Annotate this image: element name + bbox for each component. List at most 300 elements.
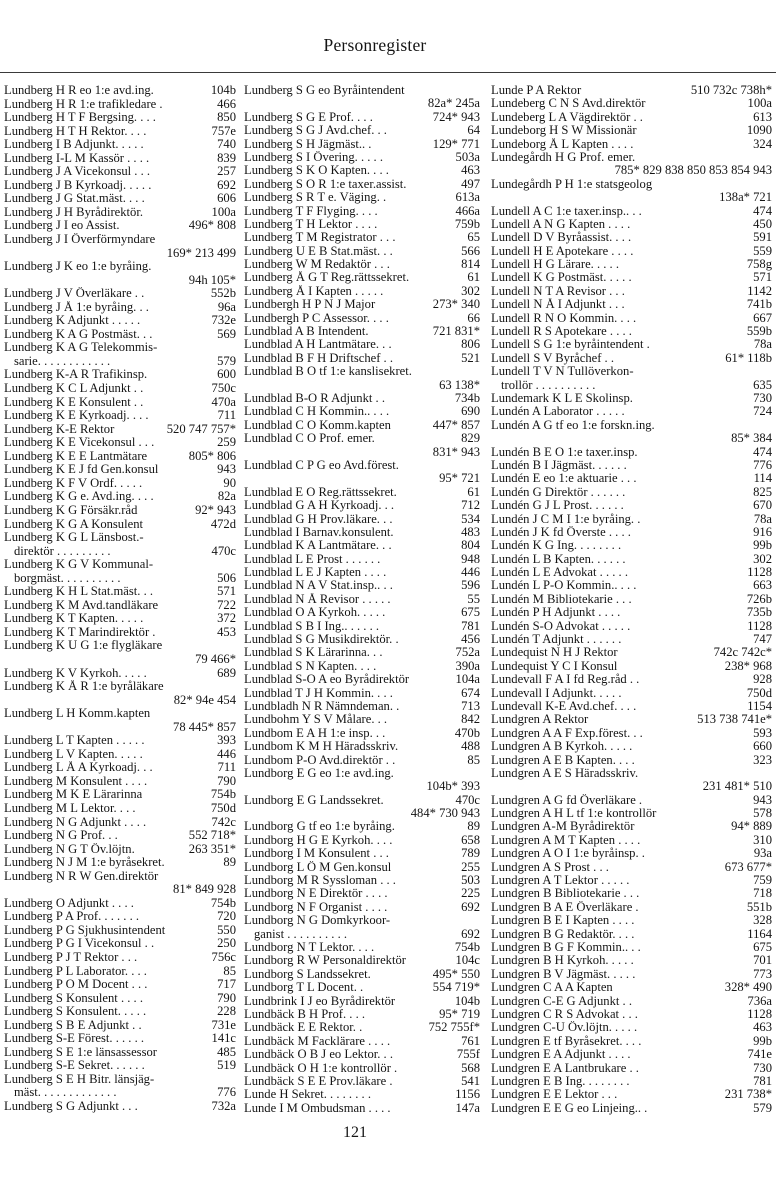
register-entry [244, 713, 480, 726]
entry-line [244, 205, 480, 218]
entry-page-refs: 750c [211, 381, 236, 396]
entry-name-title: Lundblad A H Lantmätare. . . [244, 338, 392, 352]
register-entry [244, 660, 480, 673]
entry-line [4, 1073, 236, 1087]
entry-line [4, 328, 236, 342]
register-entry [244, 419, 480, 432]
register-entry [4, 680, 236, 707]
entry-line [244, 847, 480, 860]
register-entry [4, 450, 236, 464]
entry-name-title: Lundberg K A G Postmäst. . . [4, 327, 153, 341]
entry-page-refs: 302 [461, 283, 480, 298]
entry-page-refs: 446 [461, 565, 480, 580]
entry-line [244, 432, 480, 445]
register-entry [244, 820, 480, 833]
register-entry [491, 472, 772, 485]
entry-name-title: Lundevall K-E Avd.chef. . . . [491, 699, 637, 713]
entry-continuation: sarie. . . . . . . . . . . . [14, 354, 111, 368]
entry-name-title: Lundbergh H P N J Major [244, 298, 376, 312]
entry-line [491, 446, 772, 459]
register-entry [491, 526, 772, 539]
register-entry [244, 620, 480, 633]
register-entry [244, 178, 480, 191]
entry-name-title: Lundberg K-A R Trafikinsp. [4, 368, 148, 382]
register-entry [4, 219, 236, 233]
register-entry [491, 968, 772, 981]
entry-page-refs: 759 [753, 873, 772, 888]
entry-page-refs: 692 [461, 899, 480, 914]
register-entry [244, 258, 480, 271]
entry-name-title: Lundberg N G Prof. . . [4, 829, 118, 843]
register-entry [4, 98, 236, 112]
register-entry [244, 767, 480, 794]
entry-name-title: Lundegårdh H G Prof. emer. [491, 150, 636, 164]
entry-line [491, 472, 772, 485]
entry-name-title: Lundevall F A I fd Reg.råd . . [491, 673, 640, 687]
register-entry [4, 1005, 236, 1019]
register-entry [4, 396, 236, 410]
entry-name-title: Lundberg P G I Vicekonsul . . [4, 937, 155, 951]
entry-name-title: Lundberg J B Kyrkoadj. . . . . [4, 178, 152, 192]
entry-line [491, 834, 772, 847]
entry-page-refs: 390a [455, 658, 480, 673]
entry-page-refs: 600 [217, 367, 236, 382]
register-entry [491, 794, 772, 807]
entry-name-title: Lundblad S K Lärarinna. . . [244, 646, 383, 660]
entry-name-title: Lundberg K Adjunkt . . . . . [4, 314, 141, 328]
register-entry [244, 700, 480, 713]
register-entry [4, 84, 236, 98]
register-entry [4, 328, 236, 342]
entry-line [491, 673, 772, 686]
entry-page-refs: 571 [217, 584, 236, 599]
entry-page-refs: 231 738* [724, 1087, 772, 1102]
entry-name-title: Lundberg S H Jägmäst.. . [244, 137, 372, 151]
entry-name-title: Lundeberg L A Vägdirektör . . [491, 110, 643, 124]
entry-line [491, 995, 772, 1008]
entry-page-refs: 552b [210, 286, 236, 301]
entry-page-refs: 773 [753, 966, 772, 981]
register-entry [491, 807, 772, 820]
register-entry [491, 928, 772, 941]
register-entry [244, 405, 480, 418]
register-entry [4, 856, 236, 870]
entry-line [244, 579, 480, 592]
register-entry [4, 490, 236, 504]
register-entry [244, 312, 480, 325]
entry-name-title: Lundborg E G Landssekret. [244, 793, 384, 807]
entry-name-title: Lundell R S Apotekare . . . . [491, 325, 632, 339]
register-entry [244, 954, 480, 967]
entry-name-title: Lundberg H R eo 1:e avd.ing. [4, 84, 154, 97]
entry-line [4, 734, 236, 748]
entry-line [4, 1019, 236, 1033]
register-entry [491, 887, 772, 900]
entry-line [244, 968, 480, 981]
register-entry [244, 1088, 480, 1101]
entry-name-title: Lundberg K T Marindirektör . [4, 625, 156, 639]
entry-page-refs: 228 [217, 1004, 236, 1019]
entry-name-title: Lundgren C-E G Adjunkt . . [491, 994, 632, 1008]
entry-line [4, 477, 236, 491]
entry-line-continued [4, 572, 236, 586]
entry-page-refs: 701 [753, 953, 772, 968]
entry-page-refs: 65 [467, 230, 480, 245]
register-entry [491, 673, 772, 686]
entry-line [4, 219, 236, 233]
entry-page-refs: 495* 550 [432, 966, 480, 981]
entry-line [244, 700, 480, 713]
entry-name-title: Lundberg P O M Docent . . . [4, 978, 148, 992]
entry-name-title: Lunde P A Rektor [491, 84, 582, 97]
entry-page-refs: 447* 857 [432, 417, 480, 432]
entry-page-refs: 147a [455, 1100, 480, 1115]
entry-line-continued [4, 545, 236, 559]
register-entry [244, 1021, 480, 1034]
entry-line [491, 405, 772, 418]
entry-page-refs: 566 [461, 243, 480, 258]
register-entry [4, 165, 236, 179]
register-entry [4, 639, 236, 666]
entry-name-title: Lundeborg Å L Kapten . . . . [491, 137, 634, 151]
register-entry [244, 138, 480, 151]
entry-line [4, 585, 236, 599]
entry-line [244, 687, 480, 700]
entry-line [244, 258, 480, 271]
entry-page-refs: 943 [753, 792, 772, 807]
entry-page-refs: 488 [461, 739, 480, 754]
register-entry [491, 941, 772, 954]
entry-page-refs: 559 [753, 243, 772, 258]
entry-line [244, 754, 480, 767]
entry-line [4, 870, 236, 884]
entry-page-refs: 850 [217, 110, 236, 125]
entry-line [491, 231, 772, 244]
entry-name-title: Lundberg U E B Stat.mäst. . . [244, 244, 393, 258]
entry-page-refs: 1128 [747, 618, 772, 633]
entry-continuation: ganist . . . . . . . . . . [254, 927, 348, 941]
register-entry [244, 914, 480, 941]
entry-line [244, 459, 480, 472]
entry-name-title: Lundgren B E I Kapten . . . . [491, 914, 635, 928]
entry-line [244, 513, 480, 526]
entry-line [4, 382, 236, 396]
entry-line [244, 392, 480, 405]
entry-page-refs: 740 [217, 137, 236, 152]
register-entry [491, 419, 772, 446]
entry-page-refs: 776 [217, 1085, 236, 1100]
entry-continuation: trollör . . . . . . . . . . [501, 378, 596, 392]
entry-line [4, 463, 236, 477]
entry-page-refs: 578 [753, 806, 772, 821]
entry-name-title: Lundblad B O tf 1:e kanslisekret. [244, 365, 412, 379]
entry-line [244, 1008, 480, 1021]
register-entry [244, 553, 480, 566]
entry-name-title: Lundell N Å I Adjunkt . . . [491, 298, 625, 312]
entry-line [244, 178, 480, 191]
register-entry [244, 271, 480, 284]
register-entry [491, 446, 772, 459]
entry-name-title: Lundberg J G Stat.mäst. . . . [4, 192, 145, 206]
entry-line [491, 820, 772, 833]
entry-name-title: Lundgren A E B Kapten. . . . [491, 753, 635, 767]
entry-name-title: Lundborg N E Direktör . . . . [244, 887, 388, 901]
entry-name-title: Lundbäck M Facklärare . . . . [244, 1034, 391, 1048]
entry-name-title: Lundgren A S Prost . . . [491, 860, 609, 874]
register-entry [4, 843, 236, 857]
entry-page-refs: 551b [746, 899, 772, 914]
entry-line [244, 553, 480, 566]
entry-page-refs: 721 831* [432, 324, 480, 339]
register-entry [244, 727, 480, 740]
entry-page-refs: 781 [461, 618, 480, 633]
entry-line [4, 98, 236, 112]
header-divider [0, 72, 776, 73]
register-entry [4, 152, 236, 166]
entry-page-refs: 757e [211, 123, 236, 138]
entry-name-title: Lundberg K H L Stat.mäst. . . [4, 585, 154, 599]
register-entry [491, 901, 772, 914]
entry-page-refs: 474 [753, 444, 772, 459]
register-entry [4, 206, 236, 220]
entry-line [491, 941, 772, 954]
entry-name-title: Lundgren B G Redaktör. . . . [491, 927, 635, 941]
entry-name-title: Lundblad L E J Kapten . . . . [244, 566, 387, 580]
entry-line [4, 707, 236, 721]
register-entry [244, 111, 480, 124]
entry-name-title: Lundberg H T H Rektor. . . . [4, 124, 147, 138]
entry-line-continued [4, 721, 236, 735]
register-entry [491, 392, 772, 405]
entry-page-refs: 92* 943 [195, 502, 236, 517]
entry-name-title: Lundbohm Y S V Målare. . . [244, 713, 388, 727]
entry-page-refs: 61* 118b [725, 350, 772, 365]
entry-name-title: Lundberg S E H Bitr. länsjäg- [4, 1072, 155, 1086]
entry-name-title: Lundberg N J M 1:e byråsekret. [4, 856, 165, 870]
entry-page-refs: 758g [746, 257, 772, 272]
entry-line [244, 1048, 480, 1061]
entry-page-refs: 503 [461, 873, 480, 888]
register-entry [4, 978, 236, 992]
entry-line [244, 365, 480, 378]
entry-name-title: Lundell K G Postmäst. . . . . [491, 271, 632, 285]
entry-name-title: Lundgren B G F Kommin.. . . [491, 941, 641, 954]
entry-line [244, 1102, 480, 1115]
entry-line [244, 526, 480, 539]
entry-line [4, 531, 236, 545]
register-entry [244, 1075, 480, 1088]
entry-line [491, 352, 772, 365]
entry-line [4, 518, 236, 532]
entry-line [491, 271, 772, 284]
register-entry [4, 436, 236, 450]
entry-line [244, 298, 480, 311]
entry-line [491, 861, 772, 874]
entry-line [491, 553, 772, 566]
entry-name-title: Lundberg W M Redaktör . . . [244, 258, 390, 272]
entry-line [491, 285, 772, 298]
entry-page-refs: 483 [461, 524, 480, 539]
entry-name-title: Lundell D V Byråassist. . . . [491, 231, 632, 245]
entry-line [244, 325, 480, 338]
entry-line [244, 794, 480, 807]
entry-line [4, 396, 236, 410]
entry-line-continued [4, 355, 236, 369]
entry-line [244, 312, 480, 325]
register-entry [244, 687, 480, 700]
entry-name-title: Lundberg N G Adjunkt . . . . [4, 815, 147, 829]
entry-line [491, 633, 772, 646]
entry-name-title: Lundblad O A Kyrkoh. . . . . [244, 606, 386, 620]
register-entry [491, 767, 772, 794]
register-entry [491, 995, 772, 1008]
entry-line [244, 713, 480, 726]
entry-page-refs: 141c [211, 1031, 236, 1046]
entry-line [4, 802, 236, 816]
entry-name-title: Lundemark K L E Skolinsp. [491, 391, 633, 405]
entry-name-title: Lundborg N T Lektor. . . . [244, 941, 375, 954]
entry-line [4, 761, 236, 775]
entry-name-title: Lundberg Å I Kapten . . . . . [244, 284, 384, 298]
entry-name-title: Lundberg S Konsulent . . . . [4, 991, 143, 1005]
entry-line-continued [4, 883, 236, 897]
register-entry [4, 382, 236, 396]
entry-page-refs: 66 [467, 310, 480, 325]
entry-line [4, 504, 236, 518]
register-entry [244, 205, 480, 218]
entry-line [244, 660, 480, 673]
entry-line [491, 124, 772, 137]
entry-page-refs: 741b [746, 297, 772, 312]
entry-line [244, 767, 480, 780]
entry-page-refs: 1156 [455, 1087, 480, 1102]
register-entry [491, 847, 772, 860]
entry-name-title: Lundén B E O 1:e taxer.insp. [491, 445, 638, 459]
entry-name-title: Lundberg K G e. Avd.ing. . . . [4, 490, 154, 504]
entry-line [491, 954, 772, 967]
entry-page-refs: 1090 [746, 123, 772, 138]
entry-name-title: Lundborg S Landssekret. [244, 967, 371, 981]
entry-name-title: Lundberg J K eo 1:e byråing. [4, 260, 152, 274]
register-entry [491, 1008, 772, 1021]
entry-line-continued [244, 446, 480, 459]
entry-name-title: Lundén L E Advokat . . . . . [491, 566, 628, 580]
entry-name-title: Lundbäck O H 1:e kontrollör . [244, 1061, 398, 1075]
register-entry [491, 138, 772, 151]
entry-line [4, 192, 236, 206]
entry-line [491, 579, 772, 592]
entry-page-refs: 663 [753, 578, 772, 593]
entry-line [4, 639, 236, 653]
entry-page-refs: 761 [461, 1033, 480, 1048]
entry-page-refs: 259 [217, 435, 236, 450]
entry-line [4, 179, 236, 193]
register-entry [4, 233, 236, 260]
register-entry [244, 539, 480, 552]
entry-line [244, 914, 480, 927]
register-entry [4, 761, 236, 775]
entry-page-refs: 484* 730 943 [410, 806, 480, 821]
register-entry [244, 968, 480, 981]
register-entry [4, 179, 236, 193]
entry-line [4, 978, 236, 992]
register-entry [244, 1035, 480, 1048]
register-entry [244, 285, 480, 298]
register-entry [491, 620, 772, 633]
entry-page-refs: 667 [753, 310, 772, 325]
entry-page-refs: 673 677* [724, 859, 772, 874]
entry-line [4, 1046, 236, 1060]
entry-page-refs: 724 [753, 404, 772, 419]
entry-line-continued [4, 247, 236, 261]
entry-name-title: Lundell H G Lärare. . . . . [491, 258, 619, 272]
entry-name-title: Lundberg P G Sjukhusintendent [4, 923, 166, 937]
entry-name-title: Lundblad S N Kapten. . . . [244, 659, 377, 673]
register-entry [4, 707, 236, 734]
register-entry [4, 897, 236, 911]
entry-page-refs: 732a [211, 1099, 236, 1114]
register-entry [4, 965, 236, 979]
entry-name-title: Lundgren A Rektor [491, 713, 589, 727]
register-entry [4, 748, 236, 762]
entry-page-refs: 463 [753, 1020, 772, 1035]
entry-name-title: Lundberg N G T Öv.löjtn. [4, 842, 135, 856]
register-entry [491, 700, 772, 713]
entry-page-refs: 93a [753, 846, 772, 861]
entry-name-title: Lundén P H Adjunkt . . . . [491, 606, 621, 620]
register-entry [491, 258, 772, 271]
register-entry [4, 734, 236, 748]
entry-page-refs: 90 [223, 475, 236, 490]
entry-name-title: Lundevall I Adjunkt. . . . . [491, 686, 622, 700]
entry-name-title: Lundblad C O Prof. emer. [244, 432, 375, 446]
entry-line-continued [244, 97, 480, 110]
entry-name-title: Lundell N T A Revisor . . . [491, 284, 625, 298]
entry-page-refs: 569 [217, 326, 236, 341]
register-entry [244, 459, 480, 486]
entry-page-refs: 814 [461, 257, 480, 272]
register-entry [491, 914, 772, 927]
entry-name-title: Lundberg J V Överläkare . . [4, 287, 145, 301]
entry-page-refs: 674 [461, 685, 480, 700]
register-entry [4, 260, 236, 287]
register-entry [491, 97, 772, 110]
register-entry [4, 1100, 236, 1114]
register-entry [4, 558, 236, 585]
entry-line-continued [244, 928, 480, 941]
register-entry [244, 151, 480, 164]
entry-line [491, 928, 772, 941]
entry-line [491, 526, 772, 539]
entry-name-title: Lundbergh P C Assessor. . . . [244, 311, 389, 325]
entry-page-refs: 613 [753, 109, 772, 124]
entry-page-refs: 559b [746, 324, 772, 339]
entry-page-refs: 521 [461, 350, 480, 365]
entry-line [491, 539, 772, 552]
entry-line [244, 901, 480, 914]
entry-page-refs: 568 [461, 1060, 480, 1075]
register-entry [244, 231, 480, 244]
entry-line [244, 941, 480, 954]
register-entry [244, 486, 480, 499]
entry-name-title: Lundborg M R Syssloman . . . [244, 874, 396, 888]
entry-line [491, 794, 772, 807]
register-entry [244, 579, 480, 592]
entry-page-refs: 591 [753, 230, 772, 245]
entry-line [4, 301, 236, 315]
entry-name-title: Lundequist N H J Rektor [491, 646, 618, 660]
entry-page-refs: 104b* 393 [426, 779, 480, 794]
